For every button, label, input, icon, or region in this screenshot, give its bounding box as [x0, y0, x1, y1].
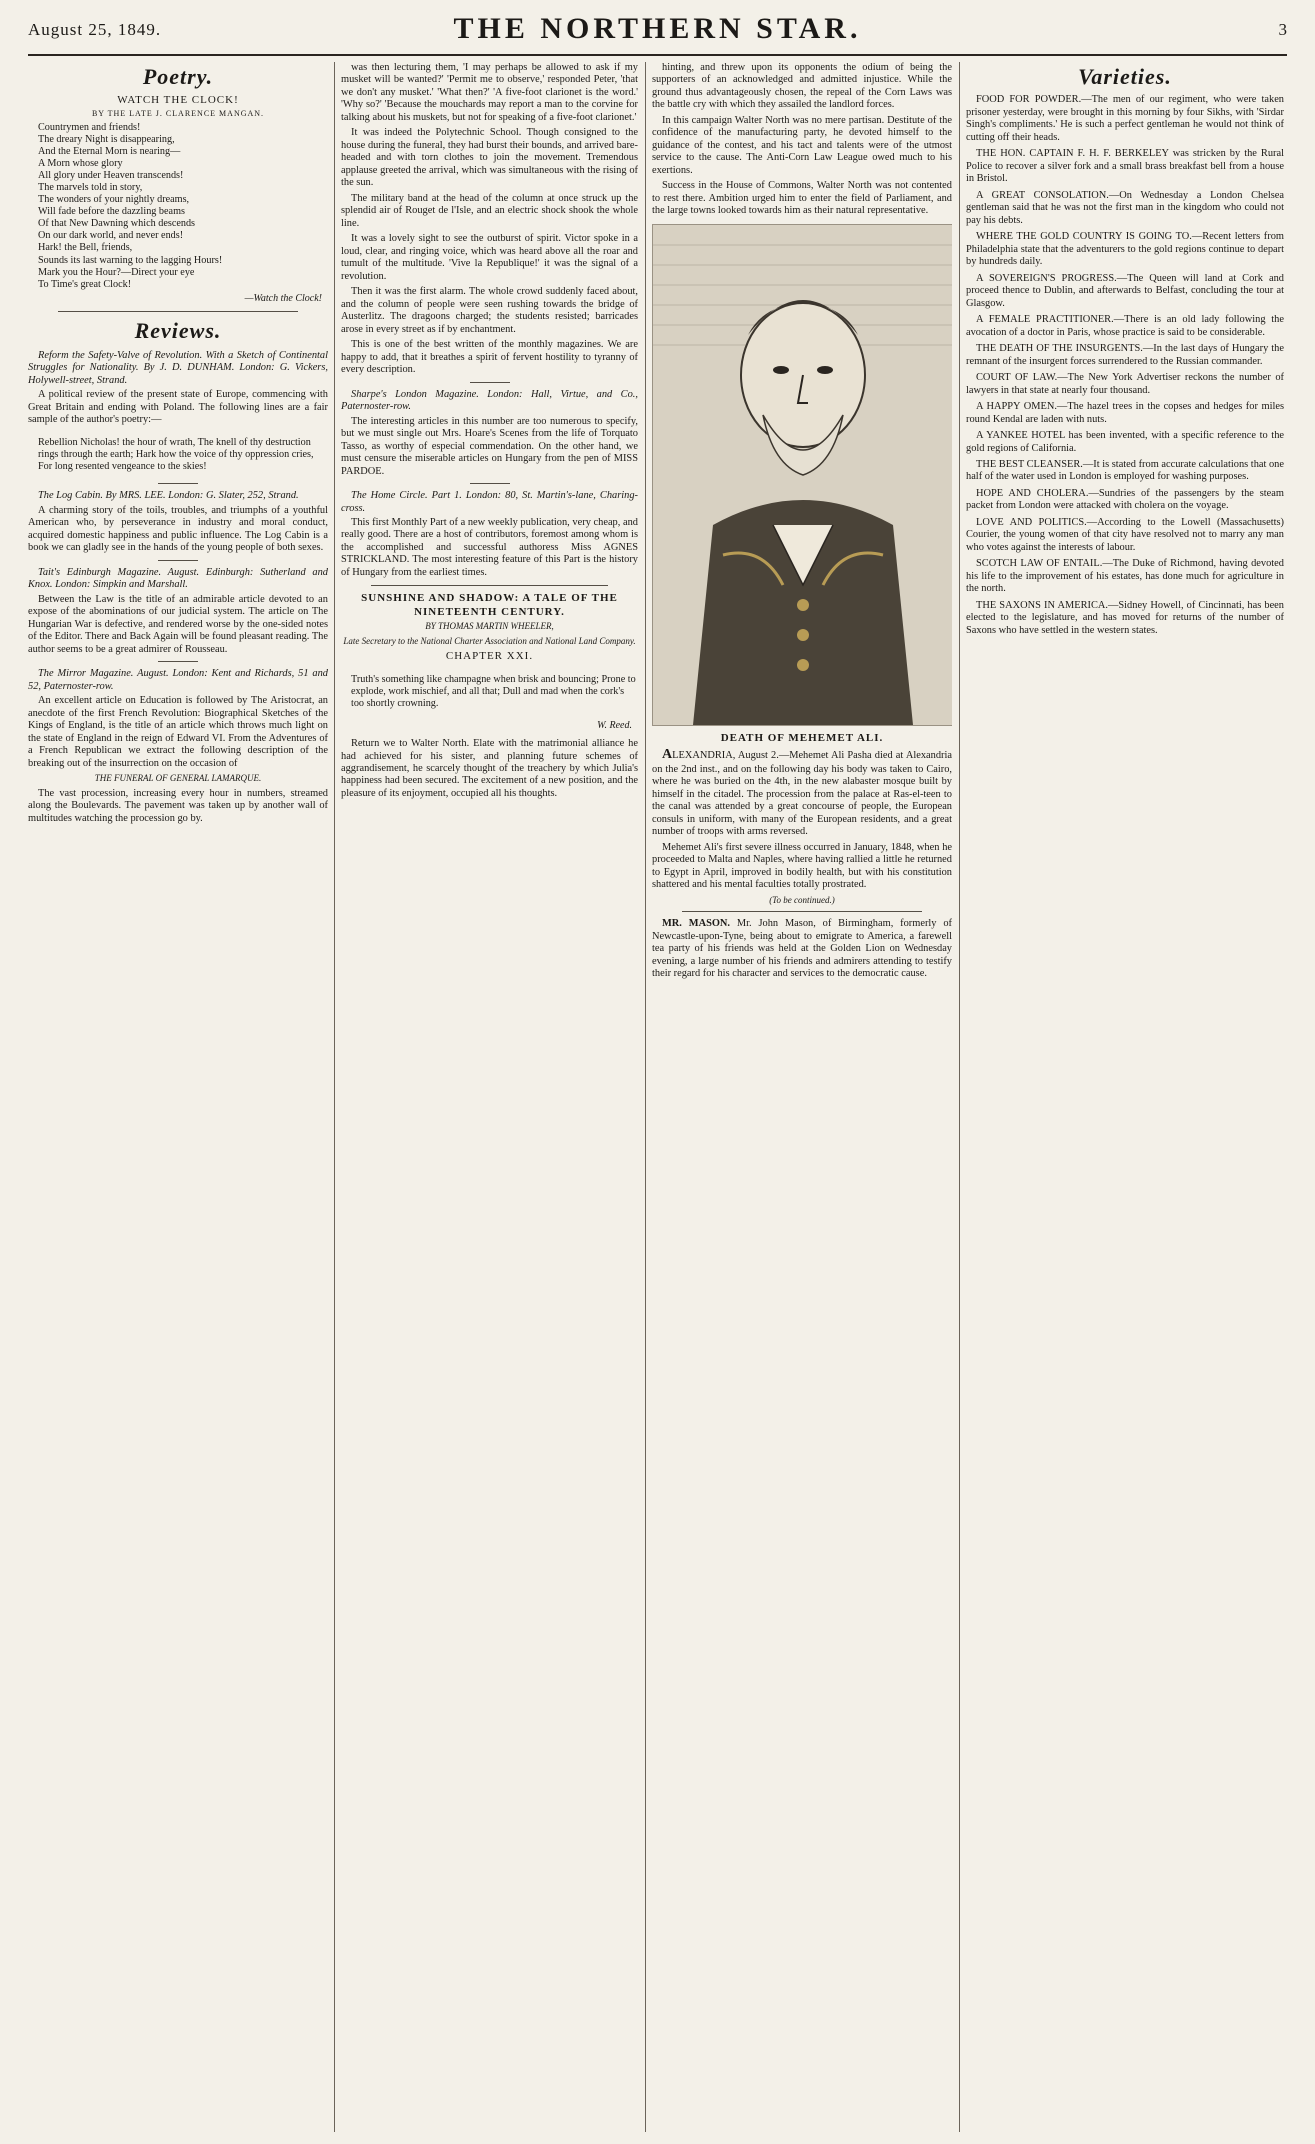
divider — [158, 483, 198, 484]
poem-line: The wonders of your nightly dreams, — [38, 194, 190, 206]
column-1 — [28, 62, 328, 2132]
review-heading: Reform the Safety-Valve of Revolution. With a Sketch of Continental Struggles for Nationality. By J. D. DUNHAM. London: G. Vickers, Holywell-street, Strand. — [28, 350, 328, 386]
portrait-engraving-graphic — [653, 225, 952, 725]
poem-refrain: —Watch the Clock! — [244, 292, 322, 304]
article-paragraph: The military band at the head of the column at once struck up the splendid air of Rouget de l'Isle, and an electric shock shook the whole line. — [341, 192, 638, 229]
article-paragraph: This is one of the best written of the monthly magazines. We are happy to add, that it breathes a spirit of fervent hostility to tyranny of every description. — [341, 339, 638, 376]
variety-item: HOPE AND CHOLERA.—Sundries of the passengers by the steam packet from London were attacked with cholera on the voyage. — [966, 487, 1284, 512]
review-body: Between the Law is the title of an admirable article devoted to an expose of the abominations of our judicial system. The article on The Hungarian War is defective, and rendered worse by the one-sided notes of the Editor. There and Back Again will be found pleasant reading. The author seems to be a great admirer of Rousseau. — [28, 593, 328, 655]
poem-line: Of that New Dawning which descends — [38, 218, 196, 230]
poem-line: The dreary Night is disappearing, — [38, 134, 175, 146]
variety-item: SCOTCH LAW OF ENTAIL.—The Duke of Richmond, having devoted his life to the improvement of his estates, has done much for agriculture in the north. — [966, 558, 1284, 595]
poem-line: Mark you the Hour?—Direct your eye — [38, 266, 195, 278]
variety-item: A FEMALE PRACTITIONER.—There is an old lady following the avocation of a doctor in Paris, whose practice is said to be considerable. — [966, 314, 1284, 338]
review-heading: The Mirror Magazine. August. London: Kent and Richards, 51 and 52, Paternoster-row. — [28, 668, 328, 692]
continued-note: (To be continued.) — [769, 894, 835, 905]
article-paragraph: It was a lovely sight to see the outburst of spirit. Victor spoke in a loud, clear, and ringing voice, which was heard above all the roar and tumult of the multitude. 'Vive la Republique!' it was the signal of a revolution. — [341, 233, 638, 282]
article-paragraph: was then lecturing them, 'I may perhaps be allowed to ask if my musket will be wanted?' 'Permit me to observe,' responded Peter, 'that we don't any musket.' 'What then?' 'A five-foot clarionet is the word.' 'Why so?' 'Because the mouchards may report a man to the corvine for talking about his muskets, but not for speaking of a five-foot clarionet.' — [341, 62, 638, 123]
poem-line: To Time's great Clock! — [38, 278, 132, 290]
poem-line: Will fade before the dazzling beams — [38, 206, 185, 218]
article-paragraph: Then it was the first alarm. The whole crowd suddenly faced about, and the column of people were seen rushing towards the bridge of Austerlitz. The dragoons charged; the students resisted; barricades arose in every street as if by enchantment. — [341, 286, 638, 335]
masthead — [28, 6, 1287, 56]
section-heading-varieties: Varieties. — [1078, 64, 1172, 89]
review-heading: Tait's Edinburgh Magazine. August. Edinburgh: Sutherland and Knox. London: Simpkin and Marshall. — [28, 566, 328, 591]
poem-line: A Morn whose glory — [38, 158, 123, 170]
serial-title: SUNSHINE AND SHADOW: A TALE OF THE NINETEENTH CENTURY. — [361, 592, 618, 618]
column-rule — [334, 62, 335, 2132]
variety-item: THE DEATH OF THE INSURGENTS.—In the last days of Hungary the remnant of the insurgent forces surrendered to the Russian commander. — [966, 343, 1284, 367]
variety-item: WHERE THE GOLD COUNTRY IS GOING TO.—Recent letters from Philadelphia state that the adventurers to the gold regions continue to depart by hundreds daily. — [966, 231, 1284, 268]
portrait-engraving — [652, 224, 952, 726]
serial-body: Success in the House of Commons, Walter North was not contented to rest there. Ambition urged him to enter the field of Parliament, and the large towns looked towards him as their natural representative. — [652, 180, 952, 217]
column-4 — [966, 62, 1284, 2132]
review-body: A political review of the present state of Europe, commencing with Great Britain and ending with Poland. The following lines are a fair sample of the author's poetry:— — [28, 389, 328, 426]
poem-line: The marvels told in story, — [38, 182, 143, 194]
news-item — [652, 918, 952, 980]
review-body: The interesting articles in this number are too numerous to specify, but we must single out Mrs. Hoare's Scenes from the life of Torquato Tasso, as worthy of especial commendation. On the other hand, we must censure the miserable articles on Hungary from the pen of MISS PARDOE. — [341, 415, 638, 477]
issue-date: August 25, 1849. — [28, 20, 162, 39]
newspaper-title: THE NORTHERN STAR. — [453, 12, 862, 45]
review-body: The vast procession, increasing every hour in numbers, streamed along the Boulevards. The pavement was taken up by another wall of multitudes watching the procession go by. — [28, 787, 328, 824]
poem-body — [28, 122, 328, 290]
review-quote: Rebellion Nicholas! the hour of wrath, The knell of thy destruction rings through the earth; Hark how the voice of thy oppression cries, For long resented vengeance to the skies! — [38, 437, 314, 473]
article-paragraph: ALEXANDRIA, August 2.—Mehemet Ali Pasha died at Alexandria on the 2nd inst., and on the following day his body was taken to Cairo, where he was buried on the 4th, in the new alabaster mosque built by himself in the citadel. The procession from the palace at Ras-el-teen to the canal was attended by a great concourse of people, the European consuls in uniform, with many of the European residents, and a great number of troops with arms reversed. — [652, 747, 952, 838]
review-heading: The Home Circle. Part 1. London: 80, St. Martin's-lane, Charing-cross. — [341, 490, 638, 514]
article-title: DEATH OF MEHEMET ALI. — [720, 731, 884, 744]
review-body: This first Monthly Part of a new weekly publication, very cheap, and really good. There are a host of contributors, foremost among whom is the accomplished and successful authoress Miss AGNES STRICKLAND. The most interesting feature of this Part is the history of Hungary from the earliest times. — [341, 516, 638, 578]
divider — [371, 585, 608, 586]
serial-body: In this campaign Walter North was no mere partisan. Destitute of the confidence of the manufacturing party, he devoted himself to the guidance of the contest, and his tact and talents were of the utmost service to the cause. The Anti-Corn Law League owed much to his exertions. — [652, 114, 952, 176]
epigraph-attribution: W. Reed. — [597, 720, 632, 732]
article-paragraph: Mehemet Ali's first severe illness occurred in January, 1848, when he proceeded to Malta and Naples, where having rallied a little he returned to Egypt in April, improved in bodily health, but with his constitution shattered and his mental faculties totally prostrated. — [652, 841, 952, 891]
serial-body: hinting, and threw upon its opponents the odium of being the supporters of an acknowledged and admitted injustice. While the ground thus advantageously chosen, the repeal of the Corn Laws was the battle cry with which they assailed the landlord forces. — [652, 62, 952, 111]
column-3 — [652, 62, 952, 2132]
poem-line: Hark! the Bell, friends, — [38, 242, 133, 254]
poem-line: On our dark world, and never ends! — [38, 230, 184, 242]
divider — [470, 483, 510, 484]
subheading: THE FUNERAL OF GENERAL LAMARQUE. — [94, 773, 262, 784]
variety-item: THE BEST CLEANSER.—It is stated from accurate calculations that one half of the water used in London is employed for washing purposes. — [966, 458, 1284, 483]
serial-author-note: Late Secretary to the National Charter Association and National Land Company. — [343, 635, 636, 646]
serial-author: BY THOMAS MARTIN WHEELER, — [425, 620, 554, 631]
divider — [58, 311, 298, 312]
column-2 — [341, 62, 638, 2132]
divider — [470, 382, 510, 383]
section-heading-poetry: Poetry. — [142, 64, 214, 89]
variety-item: A YANKEE HOTEL has been invented, with a specific reference to the gold regions of California. — [966, 430, 1284, 454]
variety-item: THE SAXONS IN AMERICA.—Sidney Howell, of Cincinnati, has been elected to the legislature, and has moved for returns of the number of Saxons who have settled in the western states. — [966, 599, 1284, 636]
variety-item: THE HON. CAPTAIN F. H. F. BERKELEY was stricken by the Rural Police to recover a silver fork and a small brass breakfast bell from a house in Bristol. — [966, 148, 1284, 185]
poem-line: Sounds its last warning to the lagging Hours! — [38, 254, 223, 266]
variety-item: A HAPPY OMEN.—The hazel trees in the copses and hedges for miles round Kendal are laden with nuts. — [966, 401, 1284, 425]
review-body: An excellent article on Education is followed by The Aristocrat, an anecdote of the first French Revolution: Biographical Sketches of the Kings of England, is the title of an article which throws much light on the state of England in the reign of Edward VI. From the Adventures of a French Republican we extract the following description of the breaking out of the insurrection on the occasion of — [28, 695, 328, 769]
page-number: 3 — [1278, 20, 1287, 39]
news-item-body: Mr. John Mason, of Birmingham, formerly of Newcastle-upon-Tyne, being about to emigrate to America, a farewell tea party of his friends was held at the Golden Lion on Wednesday evening, a large number of his friends and admirers attending to testify their regard for his character and services to the democratic cause. — [652, 918, 952, 980]
poem-author: BY THE LATE J. CLARENCE MANGAN. — [91, 108, 265, 118]
poem-line: All glory under Heaven transcends! — [38, 170, 184, 182]
poem-title: WATCH THE CLOCK! — [117, 94, 239, 107]
review-body: A charming story of the toils, troubles, and triumphs of a youthful American who, by perseverance in industry and moral conduct, acquired domestic happiness and public influence. The Log Cabin is a book we can gladly see in the hands of the young people of both sexes. — [28, 504, 328, 554]
article-paragraph: It was indeed the Polytechnic School. Though consigned to the house during the funeral, they had burst their bounds, and arrived bare-headed and with torn clothes to join the movement. Tremendous applause greeted the arrival, which was simultaneous with the rising of the sun. — [341, 127, 638, 189]
column-rule — [645, 62, 646, 2132]
variety-item: COURT OF LAW.—The New York Advertiser reckons the number of lawyers in that state at nearly four thousand. — [966, 372, 1284, 396]
divider — [682, 911, 922, 912]
section-heading-reviews: Reviews. — [134, 317, 222, 343]
variety-item: A GREAT CONSOLATION.—On Wednesday a London Chelsea gentleman said that he was not the first man in the kingdom who could not pay his debts. — [966, 189, 1284, 226]
serial-body: Return we to Walter North. Elate with the matrimonial alliance he had achieved for his sister, and planning future schemes of aggrandisement, he scarcely thought of the treachery by which Julia's happiness had been secured. The excitement of a new position, and the pleasure of its enjoyment, occupied all his thoughts. — [341, 738, 638, 799]
news-item-head: MR. MASON. — [662, 918, 731, 930]
poem-line: And the Eternal Morn is nearing— — [38, 146, 181, 158]
variety-item: LOVE AND POLITICS.—According to the Lowell (Massachusetts) Courier, the young women of that city have resolved not to marry any man who votes against the interests of labour. — [966, 516, 1284, 553]
divider — [158, 560, 198, 561]
column-rule — [959, 62, 960, 2132]
review-heading: The Log Cabin. By MRS. LEE. London: G. Slater, 252, Strand. — [38, 490, 299, 502]
review-heading: Sharpe's London Magazine. London: Hall, Virtue, and Co., Paternoster-row. — [341, 388, 638, 413]
epigraph: Truth's something like champagne when brisk and bouncing; Prone to explode, work mischief, and all that; Dull and mad when the cork's too shortly crowning. — [351, 673, 636, 709]
variety-item: FOOD FOR POWDER.—The men of our regiment, who were taken prisoner yesterday, were brought in this morning by four Sikhs, with 'Sirdar Singh's compliments.' He is such a perfect gentleman he would not think of cutting off their heads. — [966, 94, 1284, 143]
variety-item: A SOVEREIGN'S PROGRESS.—The Queen will land at Cork and proceed thence to Dublin, and afterwards to Belfast, concluding the tour at Glasgow. — [966, 272, 1284, 309]
poem-line: Countrymen and friends! — [38, 122, 141, 134]
divider — [158, 661, 198, 662]
chapter-heading: CHAPTER XXI. — [445, 650, 534, 663]
